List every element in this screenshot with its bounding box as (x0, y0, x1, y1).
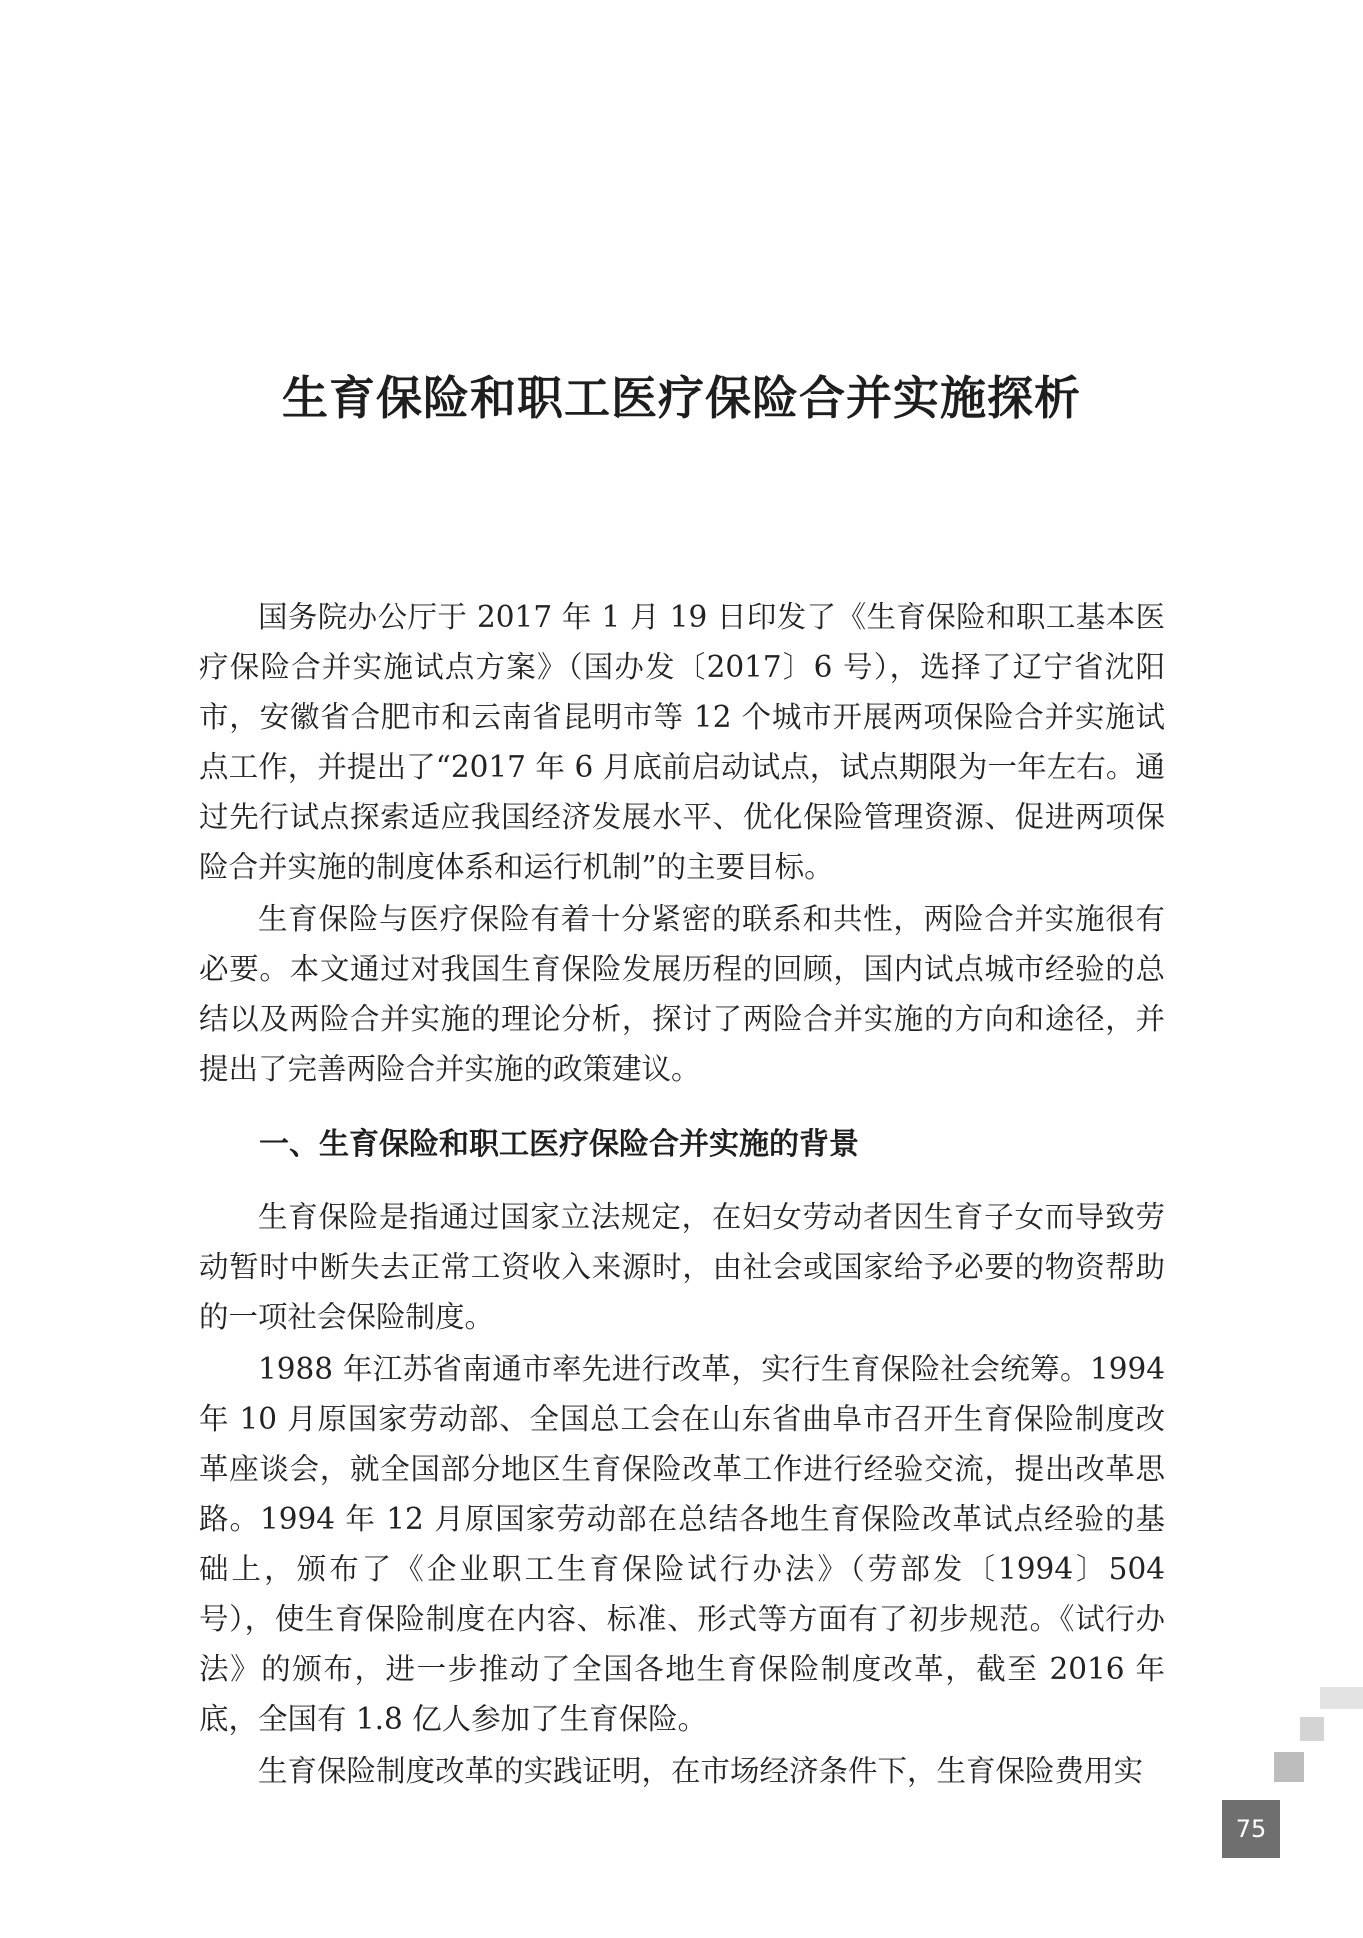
section-heading: 一、生育保险和职工医疗保险合并实施的背景 (259, 1127, 859, 1162)
paragraph: 1988 年江苏省南通市率先进行改革，实行生育保险社会统筹。1994 年 10 月原国家劳动部、全国总工会在山东省曲阜市召开生育保险制度改革座谈会，就全国部分地区生育保险改革工作进行经验交流，提出改革思路。1994 年 12 月原国家劳动部在总结各地生育保险改革试点经验的基础上，颁布了《企业职工生育保险试行办法》（劳部发〔1994〕504 号），使生育保险制度在内容、标准、形式等方面有了初步规范。《试行办法》的颁布，进一步推动了全国各地生育保险制度改革，截至 2016 年底，全国有 1.8 亿人参加了生育保险。 (199, 1352, 1165, 1736)
paragraph: 生育保险制度改革的实践证明，在市场经济条件下，生育保险费用实 (258, 1754, 1144, 1788)
decorative-square (1300, 1717, 1324, 1741)
paragraph: 生育保险是指通过国家立法规定，在妇女劳动者因生育子女而导致劳动暂时中断失去正常工资收入来源时，由社会或国家给予必要的物资帮助的一项社会保险制度。 (199, 1200, 1165, 1334)
paragraph: 国务院办公厅于 2017 年 1 月 19 日印发了《生育保险和职工基本医疗保险合并实施试点方案》（国办发〔2017〕6 号），选择了辽宁省沈阳市，安徽省合肥市和云南省昆明市等 12 个城市开展两项保险合并实施试点工作，并提出了“2017 年 6 月底前启动试点，试点期限为一年左右。通过先行试点探索适应我国经济发展水平、优化保险管理资源、促进两项保险合并实施的制度体系和运行机制”的主要目标。 (199, 600, 1165, 884)
article-body (199, 592, 1165, 1798)
page-number: 75 (1222, 1800, 1280, 1858)
paragraph: 生育保险与医疗保险有着十分紧密的联系和共性，两险合并实施很有必要。本文通过对我国生育保险发展历程的回顾，国内试点城市经验的总结以及两险合并实施的理论分析，探讨了两险合并实施的方向和途径，并提出了完善两险合并实施的政策建议。 (199, 902, 1165, 1086)
page-title: 生育保险和职工医疗保险合并实施探析 (282, 371, 1081, 425)
decorative-square (1274, 1752, 1304, 1782)
decorative-square (1320, 1687, 1363, 1709)
